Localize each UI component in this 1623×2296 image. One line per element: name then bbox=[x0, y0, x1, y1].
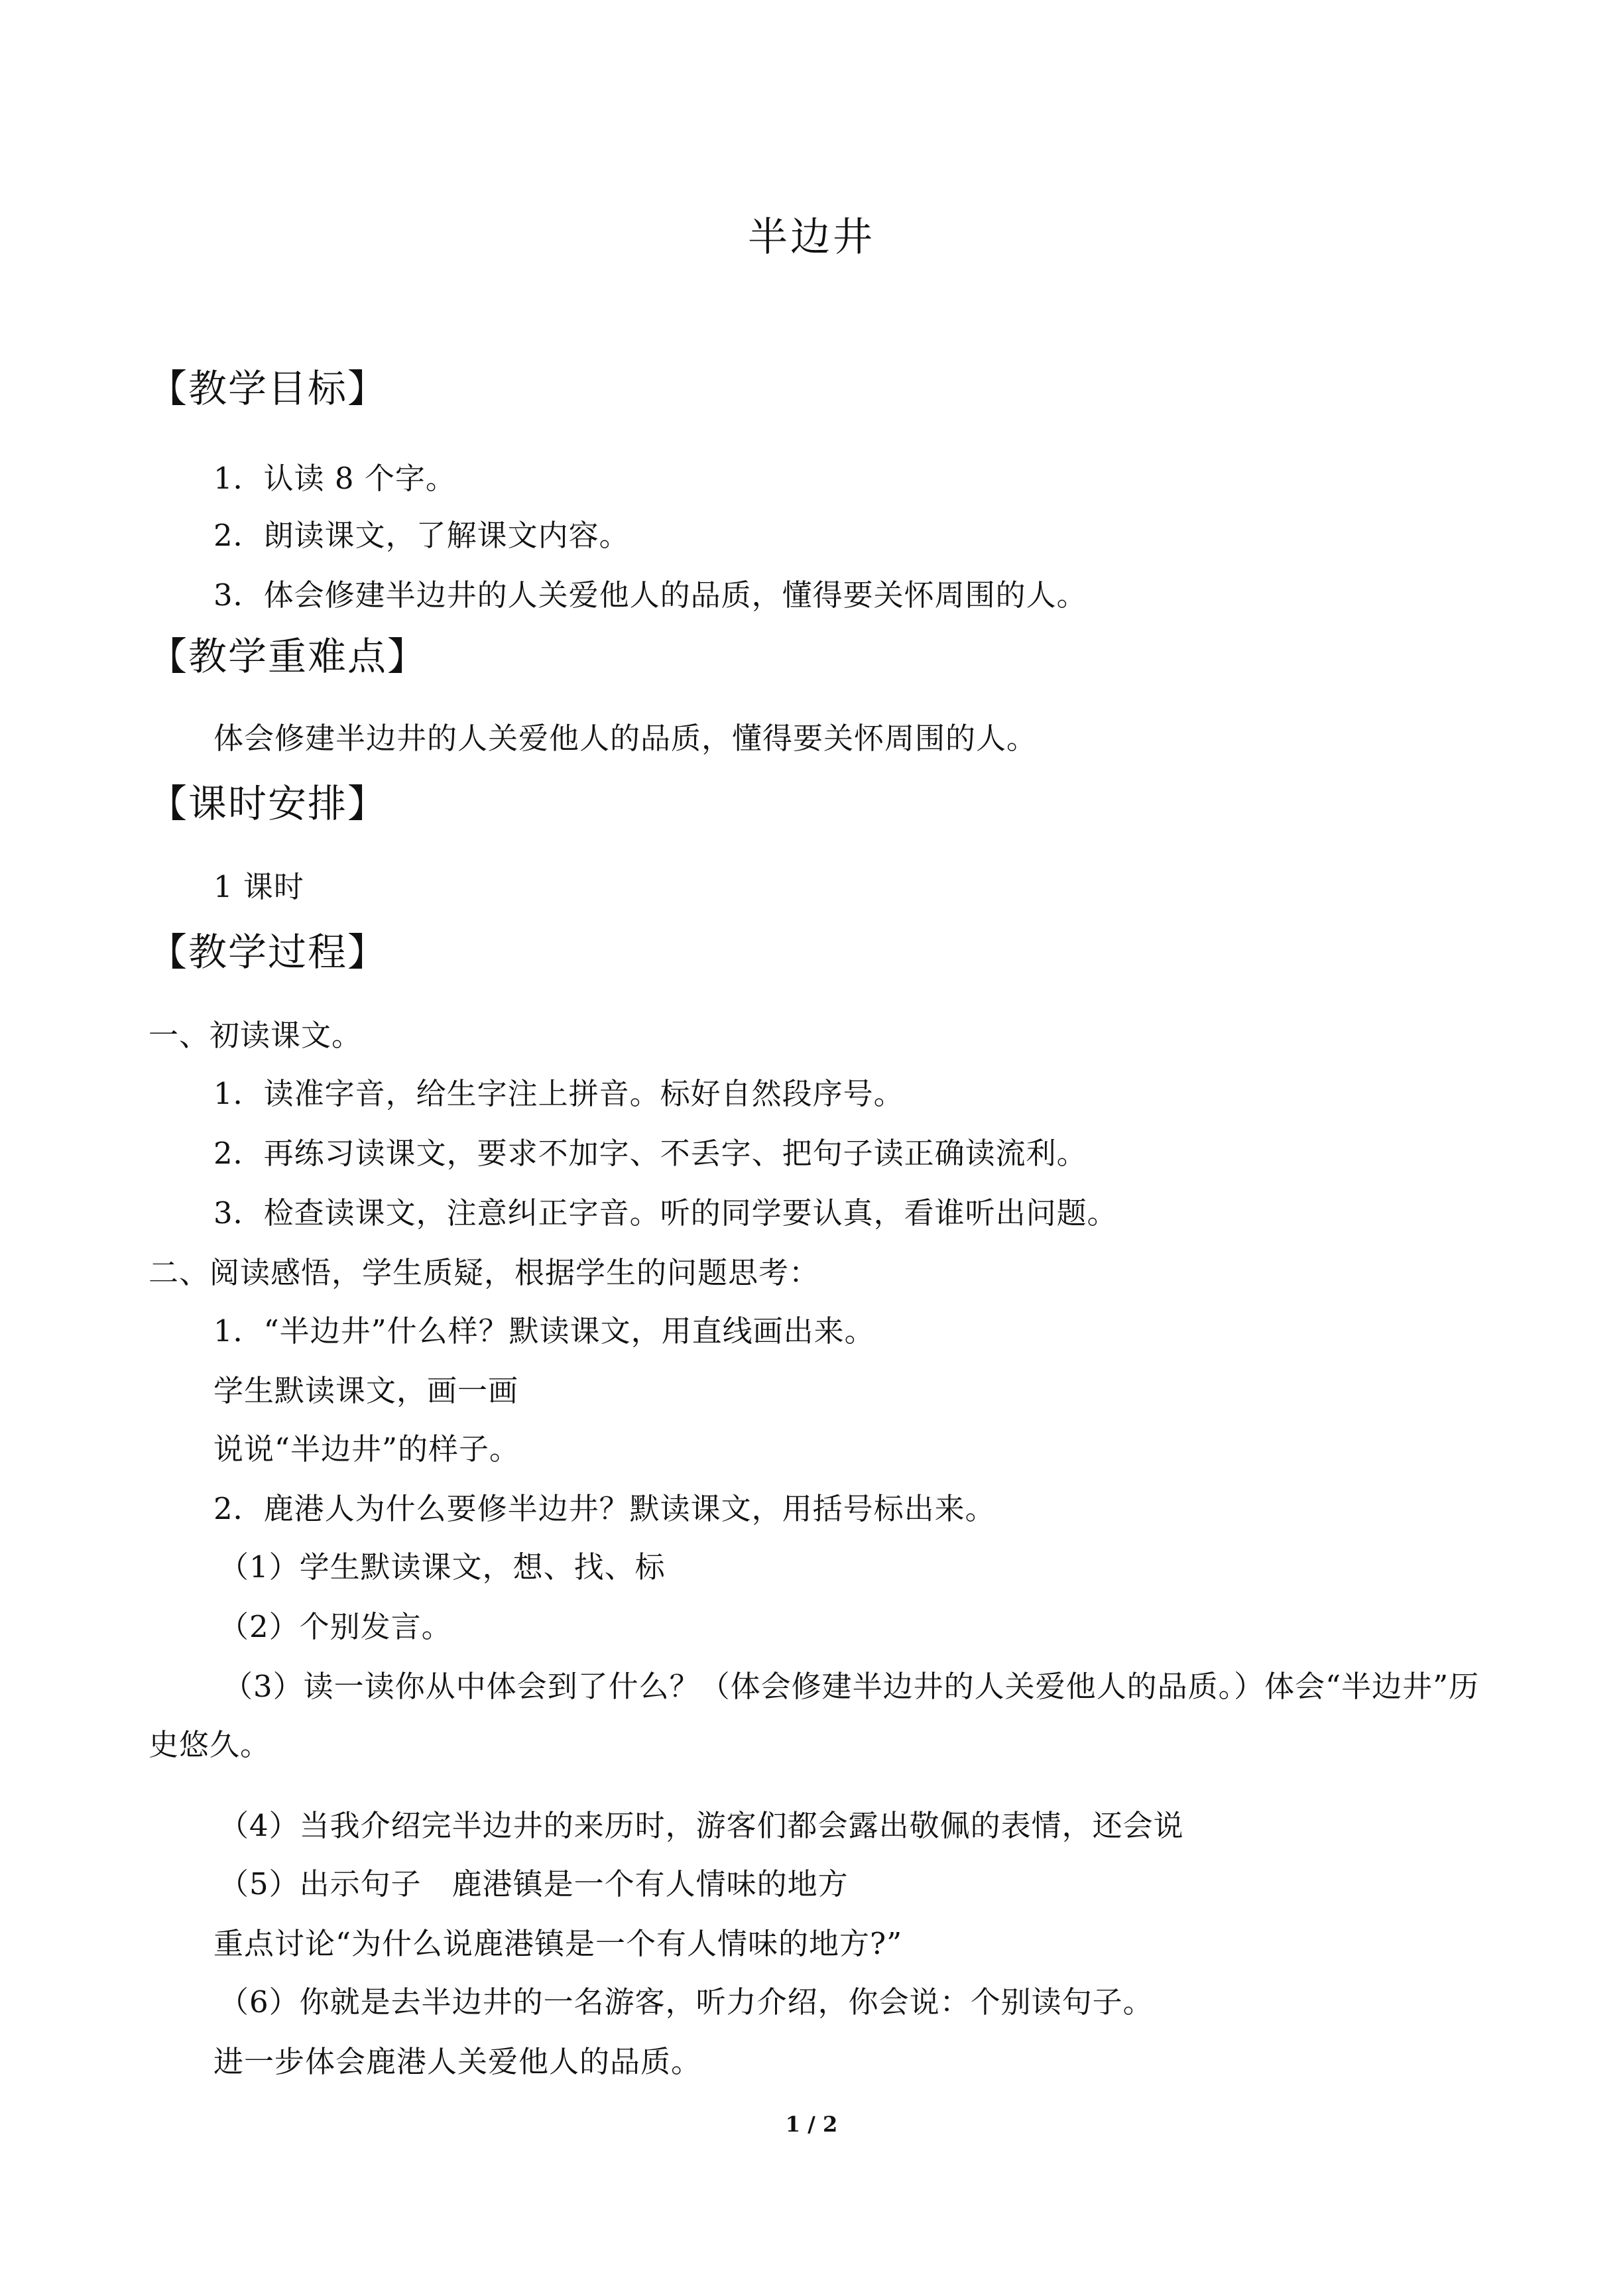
process-item: 3．检查读课文，注意纠正字音。听的同学要认真，看谁听出问题。 bbox=[213, 1195, 1118, 1231]
section-heading-objectives: 【教学目标】 bbox=[149, 366, 388, 411]
section-heading-schedule: 【课时安排】 bbox=[149, 781, 388, 826]
process-part-title: 二、阅读感悟，学生质疑，根据学生的问题思考： bbox=[149, 1255, 820, 1290]
section-heading-process: 【教学过程】 bbox=[149, 930, 388, 975]
process-line: 1．“半边井”什么样？默读课文，用直线画出来。 bbox=[213, 1313, 875, 1349]
objective-item: 2．朗读课文，了解课文内容。 bbox=[213, 518, 630, 553]
process-part-title: 一、初读课文。 bbox=[149, 1018, 363, 1053]
process-line: 重点讨论“为什么说鹿港镇是一个有人情味的地方?” bbox=[213, 1926, 903, 1961]
process-line: （5）出示句子 鹿港镇是一个有人情味的地方 bbox=[219, 1866, 849, 1902]
key-points-text: 体会修建半边井的人关爱他人的品质，懂得要关怀周围的人。 bbox=[213, 721, 1038, 756]
process-line: 进一步体会鹿港人关爱他人的品质。 bbox=[213, 2044, 702, 2079]
process-line: 说说“半边井”的样子。 bbox=[213, 1431, 520, 1467]
process-item: 1．读准字音，给生字注上拼音。标好自然段序号。 bbox=[213, 1076, 904, 1111]
process-paragraph: （3）读一读你从中体会到了什么？（体会修建半边井的人关爱他人的品质。）体会“半边井”历史悠久。 bbox=[149, 1669, 1480, 1762]
section-heading-key-points: 【教学重难点】 bbox=[149, 634, 428, 679]
process-item: 2．再练习读课文，要求不加字、不丢字、把句子读正确读流利。 bbox=[213, 1136, 1087, 1171]
process-line: （2）个别发言。 bbox=[219, 1609, 452, 1644]
schedule-text: 1 课时 bbox=[213, 869, 304, 904]
process-line: （6）你就是去半边井的一名游客，听力介绍，你会说：个别读句子。 bbox=[219, 1984, 1154, 2020]
document-title: 半边井 bbox=[748, 214, 875, 261]
process-line: （4）当我介绍完半边井的来历时，游客们都会露出敬佩的表情，还会说 bbox=[219, 1808, 1184, 1843]
process-line: 学生默读课文，画一画 bbox=[213, 1373, 519, 1408]
process-line: （1）学生默读课文，想、找、标 bbox=[219, 1549, 666, 1585]
objective-item: 1．认读 8 个字。 bbox=[213, 461, 456, 496]
objective-item: 3．体会修建半边井的人关爱他人的品质，懂得要关怀周围的人。 bbox=[213, 577, 1087, 613]
page-indicator: 1 / 2 bbox=[785, 2112, 838, 2137]
process-line: 2．鹿港人为什么要修半边井？默读课文，用括号标出来。 bbox=[213, 1491, 996, 1526]
